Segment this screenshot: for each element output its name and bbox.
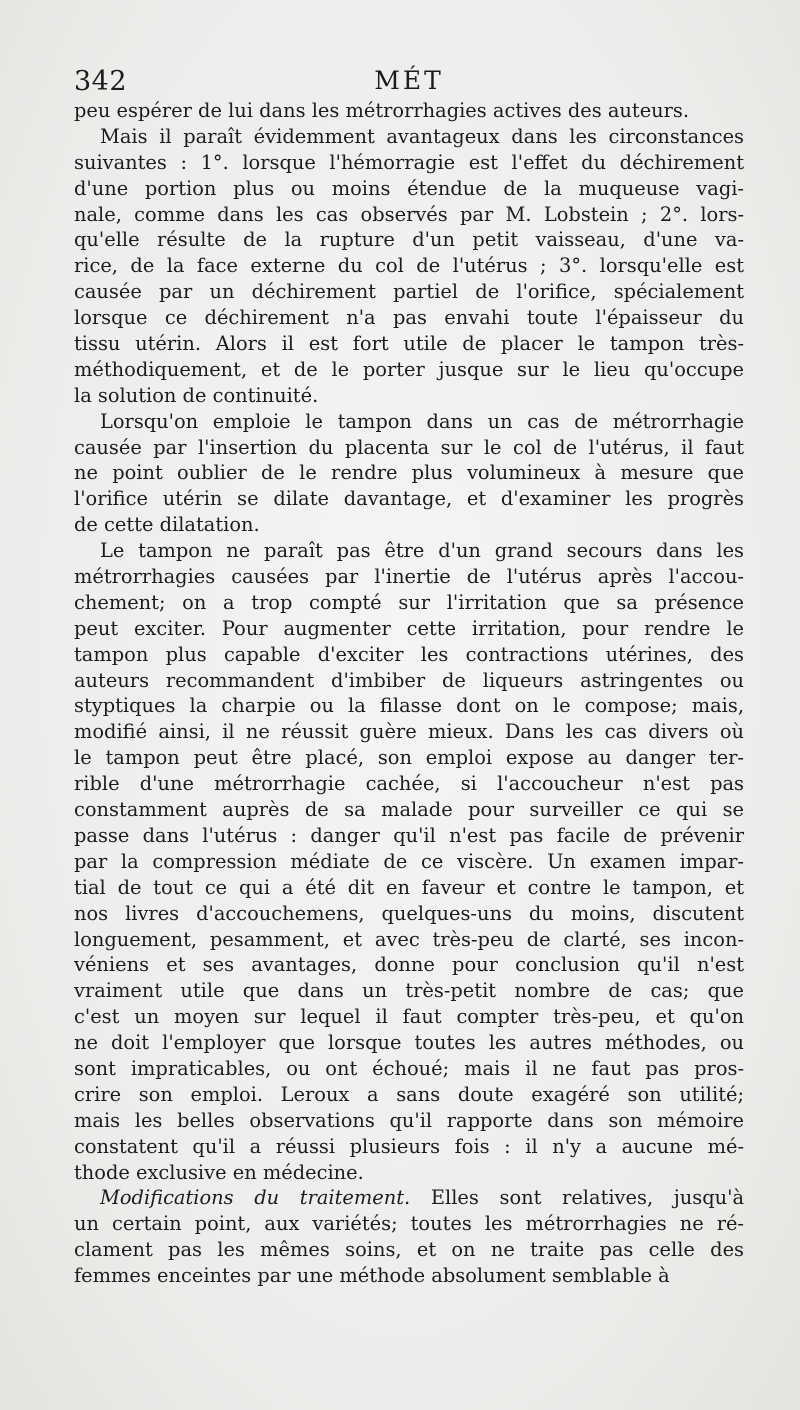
paragraph [74, 124, 744, 409]
paragraph [74, 409, 744, 538]
text-line: peu espérer de lui dans les métrorrhagies actives des auteurs. [74, 99, 690, 122]
text-line: chement; on a trop compté sur l'irritation que sa présence [74, 590, 744, 614]
text-line: styptiques la charpie ou la filasse dont on le compose; mais, [74, 694, 744, 718]
text-line: le tampon peut être placé, son emploi expose au danger ter- [74, 746, 744, 770]
text-line: crire son emploi. Leroux a sans doute exagéré son utilité; [74, 1082, 744, 1106]
text-line: sont impraticables, ou ont échoué; mais il ne faut pas pros- [74, 1056, 744, 1080]
text-line: lorsque ce déchirement n'a pas envahi toute l'épaisseur du [74, 306, 744, 330]
italic-heading: Modifications du traitement. [100, 1186, 411, 1210]
text-line: modifié ainsi, il ne réussit guère mieux. Dans les cas divers où [74, 720, 744, 744]
text-line: vraiment utile que dans un très-petit nombre de cas; que [74, 979, 744, 1003]
text-line: un certain point, aux variétés; toutes les métrorrhagies ne ré- [74, 1212, 744, 1236]
text-line: ne doit l'employer que lorsque toutes les autres méthodes, ou [74, 1031, 744, 1055]
page-header [74, 66, 744, 100]
text-line: rice, de la face externe du col de l'utérus ; 3°. lorsqu'elle est [74, 254, 744, 278]
text-line: métrorrhagies causées par l'inertie de l'utérus après l'accou- [74, 565, 744, 589]
text-line: Mais il paraît évidemment avantageux dans les circonstances [100, 124, 744, 148]
text-line: Le tampon ne paraît pas être d'un grand secours dans les [100, 539, 744, 563]
text-line: auteurs recommandent d'imbiber de liqueurs astringentes ou [74, 668, 744, 692]
text-line [74, 1185, 744, 1211]
running-head: MÉT [374, 66, 444, 95]
text-line: clament pas les mêmes soins, et on ne traite pas celle des [74, 1238, 744, 1262]
text-line: tial de tout ce qui a été dit en faveur et contre le tampon, et [74, 875, 744, 899]
text-line: qu'elle résulte de la rupture d'un petit vaisseau, d'une va- [74, 228, 744, 252]
text-line: nale, comme dans les cas observés par M. Lobstein ; 2°. lors- [74, 202, 744, 226]
text-line: par la compression médiate de ce viscère. Un examen impar- [74, 849, 744, 873]
paragraph [74, 98, 744, 124]
text-line: suivantes : 1°. lorsque l'hémorragie est l'effet du déchirement [74, 150, 744, 174]
text-line: ne point oublier de le rendre plus volumineux à mesure que [74, 461, 744, 485]
text-line-rest: Elles sont relatives, jusqu'à [410, 1186, 744, 1210]
text-line: mais les belles observations qu'il rapporte dans son mémoire [74, 1108, 744, 1132]
paragraph [74, 538, 744, 1185]
text-line: causée par un déchirement partiel de l'orifice, spécialement [74, 280, 744, 304]
text-line: d'une portion plus ou moins étendue de la muqueuse vagi- [74, 176, 744, 200]
text-line: rible d'une métrorrhagie cachée, si l'accoucheur n'est pas [74, 772, 744, 796]
text-line: thode exclusive en médecine. [74, 1160, 364, 1184]
text-line: peut exciter. Pour augmenter cette irritation, pour rendre le [74, 616, 744, 640]
text-line: longuement, pesamment, et avec très-peu de clarté, ses incon- [74, 927, 744, 951]
text-line: constatent qu'il a réussi plusieurs fois : il n'y a aucune mé- [74, 1134, 744, 1158]
text-line: passe dans l'utérus : danger qu'il n'est pas facile de prévenir [74, 823, 744, 847]
text-line: Lorsqu'on emploie le tampon dans un cas de métrorrhagie [100, 409, 744, 433]
body-text [74, 98, 744, 1289]
text-line: l'orifice utérin se dilate davantage, et d'examiner les progrès [74, 487, 744, 511]
text-line: femmes enceintes par une méthode absolument semblable à [74, 1264, 670, 1288]
text-line: constamment auprès de sa malade pour surveiller ce qui se [74, 798, 744, 822]
text-line: tissu utérin. Alors il est fort utile de placer le tampon très- [74, 332, 744, 356]
text-line: véniens et ses avantages, donne pour conclusion qu'il n'est [74, 953, 744, 977]
page-number: 342 [74, 66, 128, 97]
text-line: nos livres d'accouchemens, quelques-uns du moins, discutent [74, 901, 744, 925]
text-line: c'est un moyen sur lequel il faut compter très-peu, et qu'on [74, 1005, 744, 1029]
paragraph [74, 1185, 744, 1289]
text-line: la solution de continuité. [74, 383, 319, 407]
text-line: méthodiquement, et de le porter jusque sur le lieu qu'occupe [74, 357, 744, 381]
text-line: tampon plus capable d'exciter les contractions utérines, des [74, 642, 744, 666]
text-line: de cette dilatation. [74, 513, 260, 537]
text-line: causée par l'insertion du placenta sur le col de l'utérus, il faut [74, 435, 744, 459]
